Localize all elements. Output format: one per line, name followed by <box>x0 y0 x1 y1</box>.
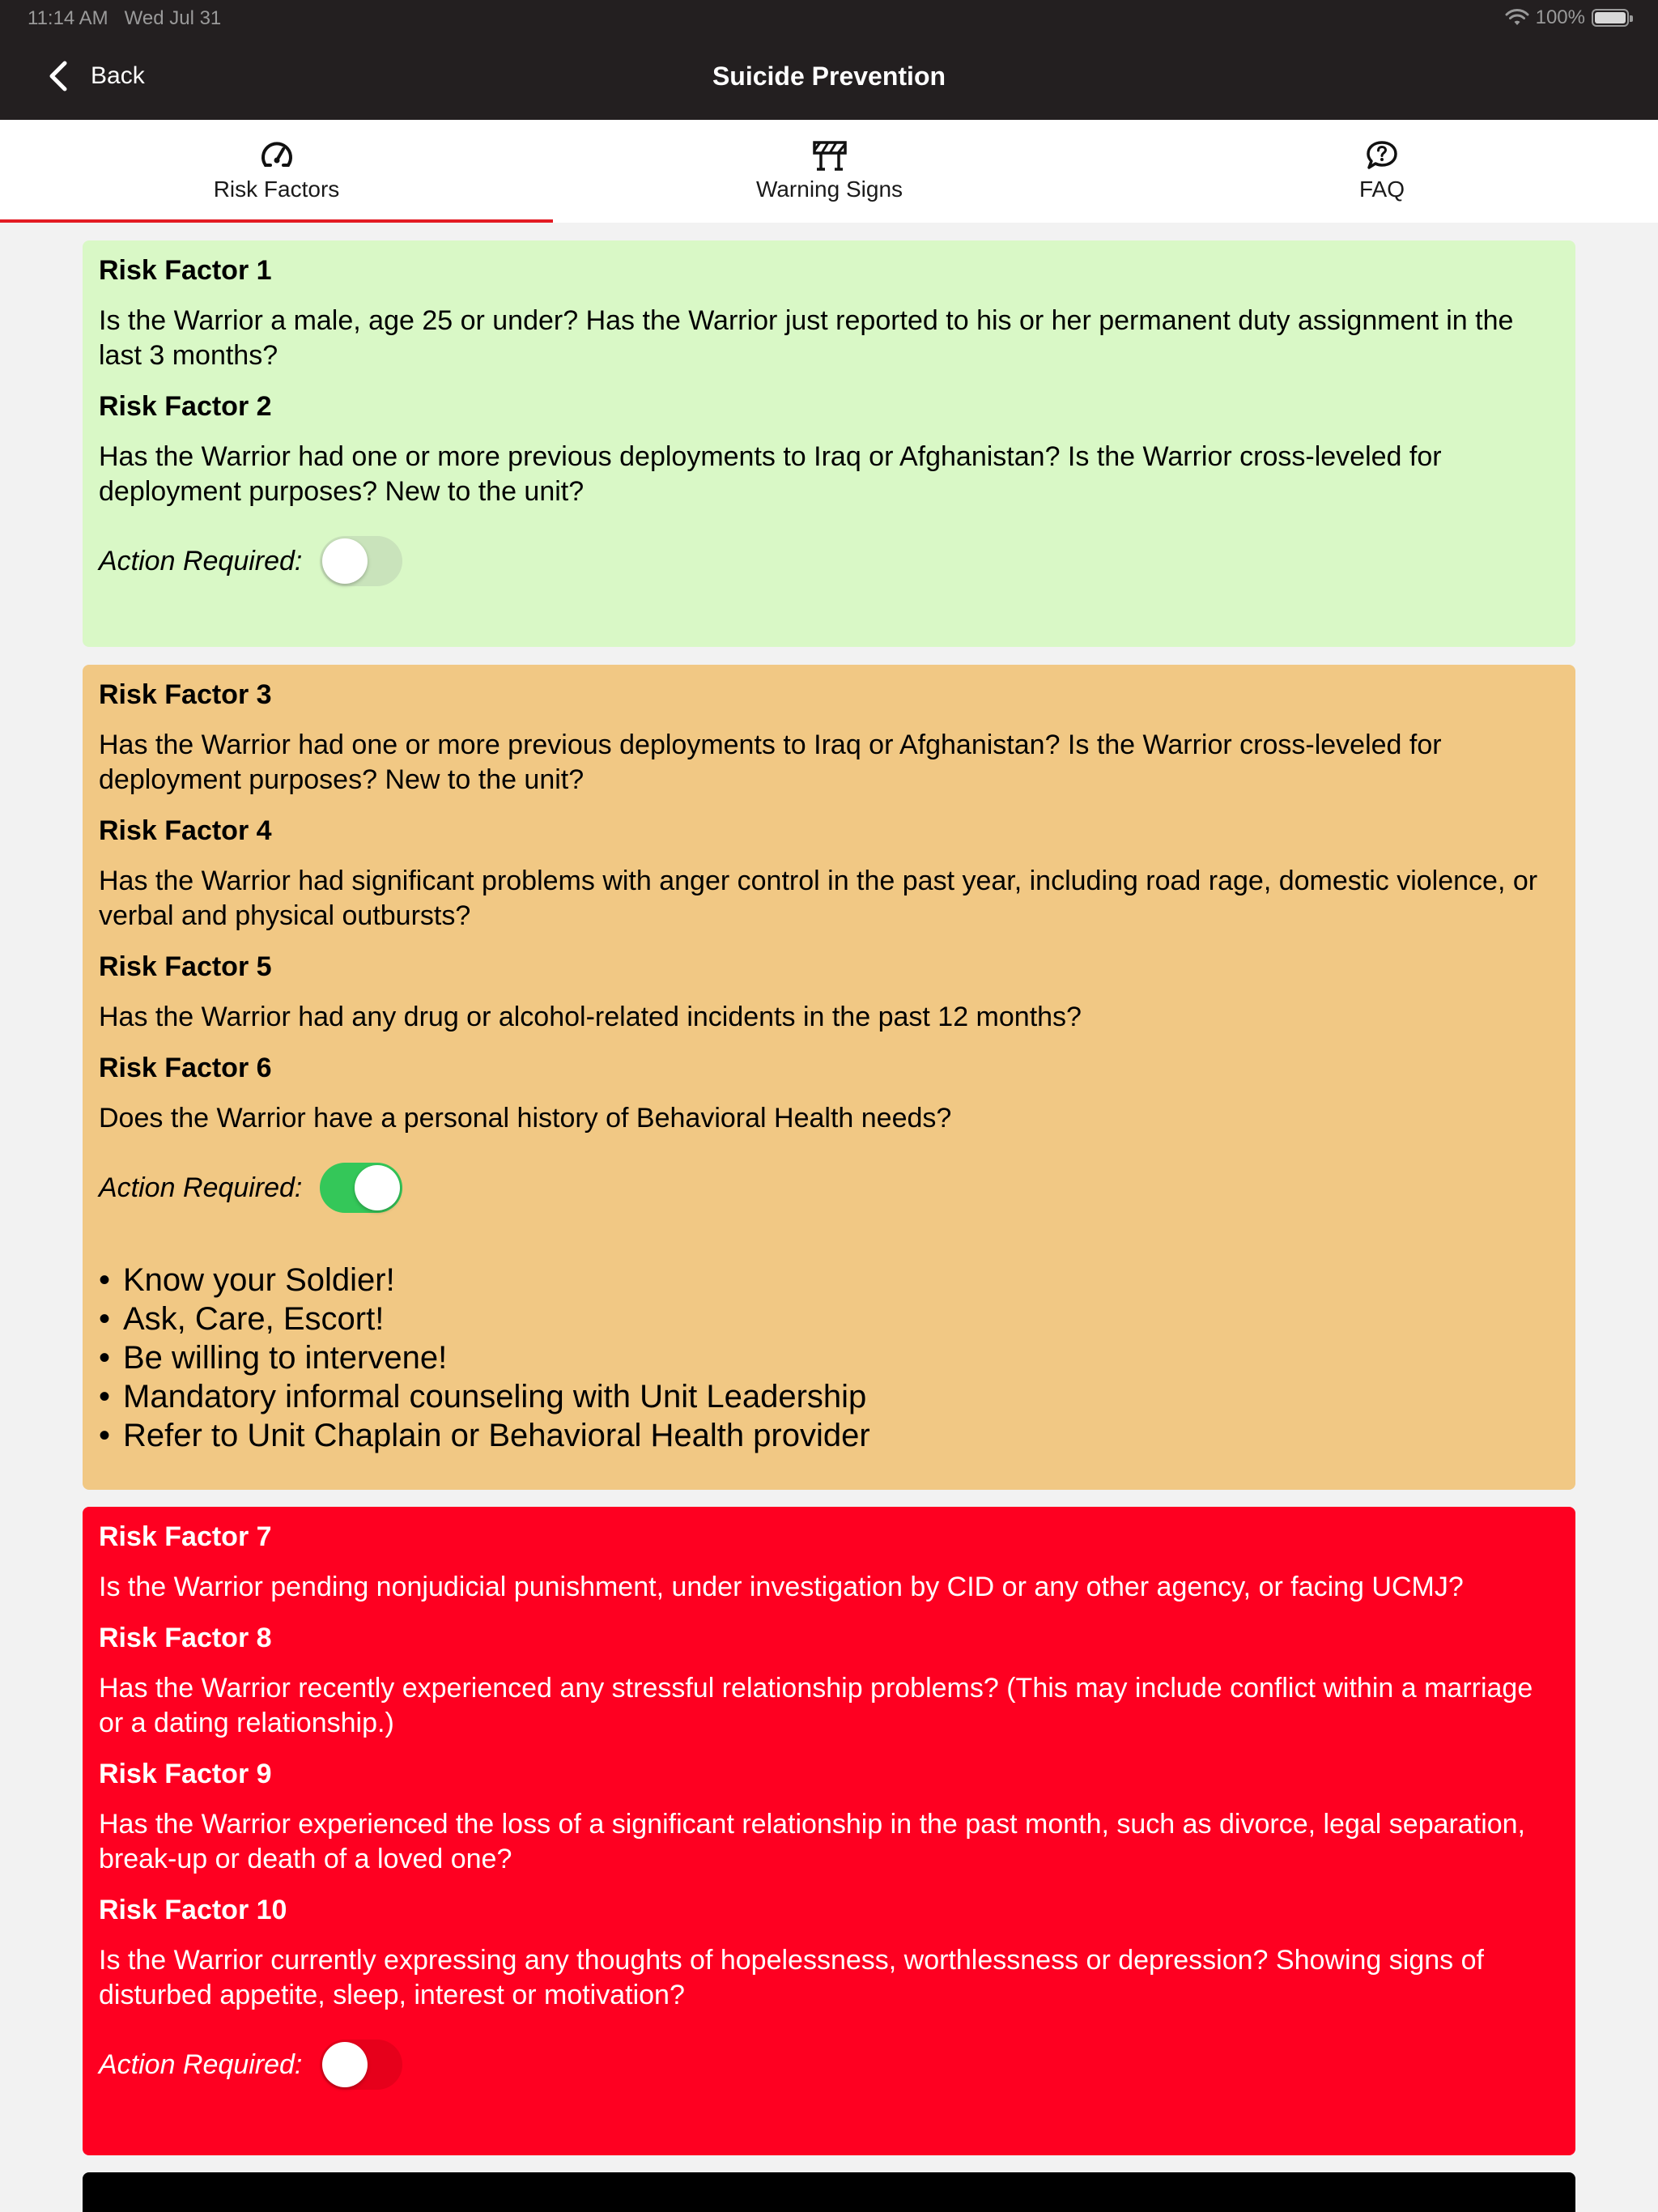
risk-factor-title: Risk Factor 10 <box>99 1895 287 1925</box>
battery-icon <box>1592 9 1629 27</box>
action-required-row <box>99 1162 1559 1214</box>
action-list-item: • Be willing to intervene! <box>99 1338 1559 1377</box>
action-list-item: • Ask, Care, Escort! <box>99 1300 1559 1338</box>
status-time: 11:14 AM Wed Jul 31 <box>28 7 222 29</box>
wifi-icon <box>1505 8 1529 28</box>
navigation-bar <box>0 37 1658 120</box>
risk-factor-title: Risk Factor 1 <box>99 255 272 286</box>
back-label: Back <box>91 62 145 89</box>
risk-factor-text: Has the Warrior recently experienced any stressful relationship problems? (This may include conflict within a marriage or a dating relationship.) <box>99 1673 1533 1738</box>
speedometer-icon <box>259 139 295 172</box>
action-required-toggle[interactable] <box>320 1163 402 1213</box>
risk-factor-text: Has the Warrior had one or more previous deployments to Iraq or Afghanistan? Is the Warrior cross-leveled for deployment purposes? New to the unit? <box>99 730 1442 795</box>
risk-factor-text: Is the Warrior a male, age 25 or under? Has the Warrior just reported to his or her permanent duty assignment in the last 3 months? <box>99 305 1514 371</box>
question-bubble-icon <box>1364 139 1400 172</box>
risk-factor-title: Risk Factor 5 <box>99 951 272 982</box>
risk-factor-text: Is the Warrior currently expressing any thoughts of hopelessness, worthlessness or depression? Showing signs of disturbed appetite, sleep, interest or motivation? <box>99 1945 1484 2010</box>
risk-factor-text: Has the Warrior had one or more previous deployments to Iraq or Afghanistan? Is the Warrior cross-leveled for deployment purposes? New to the unit? <box>99 441 1442 507</box>
tab-warning-signs[interactable] <box>553 120 1106 223</box>
tab-label: Warning Signs <box>755 177 903 202</box>
tab-label: FAQ <box>1358 177 1405 202</box>
selected-tab-indicator <box>0 219 553 223</box>
action-list-item: • Mandatory informal counseling with Unit Leadership <box>99 1377 1559 1416</box>
battery-percent: 100% <box>1535 6 1585 28</box>
page-title: Suicide Prevention <box>712 62 946 91</box>
risk-factor-text: Has the Warrior experienced the loss of a significant relationship in the past month, such as divorce, legal separation, break-up or death of a loved one? <box>99 1809 1526 1874</box>
roadblock-icon <box>812 139 848 172</box>
top-bar <box>0 0 1658 120</box>
tab-bar <box>0 120 1658 223</box>
status-right <box>1505 6 1629 29</box>
risk-factor-title: Risk Factor 3 <box>99 679 272 710</box>
risk-factor-title: Risk Factor 4 <box>99 815 272 846</box>
action-list-item: • Know your Soldier! <box>99 1261 1559 1300</box>
action-required-row <box>99 2039 1559 2091</box>
risk-factor-text: Has the Warrior had any drug or alcohol-related incidents in the past 12 months? <box>99 1002 1082 1032</box>
home-indicator[interactable] <box>574 2190 1084 2199</box>
risk-factor-text: Does the Warrior have a personal history of Behavioral Health needs? <box>99 1103 952 1134</box>
risk-card-medium <box>83 665 1575 1490</box>
risk-factor-title: Risk Factor 2 <box>99 391 272 422</box>
tab-faq[interactable] <box>1106 120 1658 223</box>
risk-factor-title: Risk Factor 6 <box>99 1053 272 1083</box>
action-required-label: Action Required: <box>99 1172 303 1203</box>
action-required-toggle[interactable] <box>320 536 402 586</box>
action-required-toggle[interactable] <box>320 2040 402 2090</box>
risk-factor-text: Is the Warrior pending nonjudicial punishment, under investigation by CID or any other agency, or facing UCMJ? <box>99 1572 1464 1602</box>
status-bar <box>0 0 1658 37</box>
tab-label: Risk Factors <box>213 177 340 202</box>
risk-factor-text: Has the Warrior had significant problems with anger control in the past year, including road rage, domestic violence, or verbal and physical outbursts? <box>99 866 1538 931</box>
action-required-row <box>99 535 1559 587</box>
action-required-label: Action Required: <box>99 545 303 576</box>
risk-factor-title: Risk Factor 8 <box>99 1623 272 1653</box>
risk-card-high <box>83 1507 1575 2155</box>
action-required-label: Action Required: <box>99 2048 303 2080</box>
risk-card-low <box>83 240 1575 647</box>
tab-risk-factors[interactable] <box>0 120 553 223</box>
action-list-item: • Refer to Unit Chaplain or Behavioral Health provider <box>99 1416 1559 1455</box>
action-list <box>99 1261 1559 1455</box>
risk-factor-title: Risk Factor 9 <box>99 1759 272 1789</box>
risk-factor-title: Risk Factor 7 <box>99 1521 272 1552</box>
